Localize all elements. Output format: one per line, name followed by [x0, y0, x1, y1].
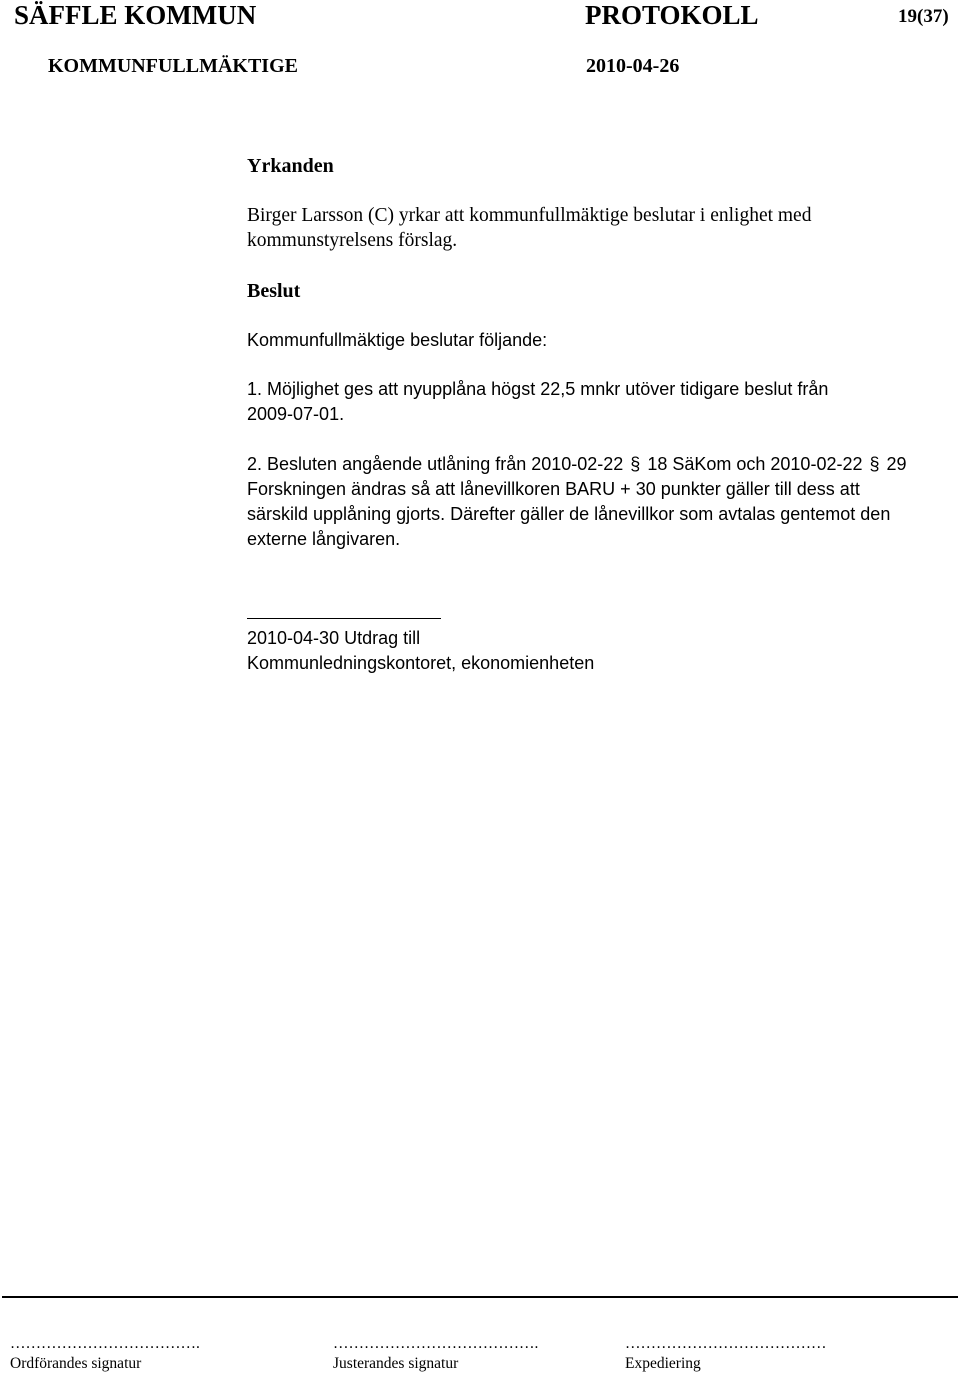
document-type: PROTOKOLL: [585, 0, 759, 30]
yrkanden-line: kommunstyrelsens förslag.: [247, 230, 458, 251]
meeting-date: 2010-04-26: [586, 55, 680, 77]
signature-label-adjuster: Justerandes signatur: [333, 1355, 459, 1372]
item2-text-a: 2. Besluten angående utlåning från 2010-02-22: [247, 454, 624, 474]
signature-line-chair: ……………………………….: [10, 1335, 200, 1352]
yrkanden-heading: Yrkanden: [247, 155, 334, 177]
beslut-item-line: särskild upplåning gjorts. Därefter gäller de lånevillkor som avtalas gentemot den: [247, 504, 891, 524]
governing-body: KOMMUNFULLMÄKTIGE: [48, 55, 298, 77]
signature-label-chair: Ordförandes signatur: [10, 1355, 142, 1372]
utdrag-line: 2010-04-30 Utdrag till: [247, 628, 421, 648]
signature-line-dispatch: …………………………………: [625, 1335, 827, 1352]
utdrag-divider: [247, 618, 441, 619]
footer-rule: [2, 1296, 958, 1298]
section-sign: §: [869, 454, 880, 474]
beslut-item-2: [247, 452, 959, 552]
signature-line-adjuster: ………………………………….: [333, 1335, 539, 1352]
section-sign: §: [630, 454, 641, 474]
beslut-item-line: Forskningen ändras så att lånevillkoren BARU + 30 punkter gäller till dess att: [247, 479, 860, 499]
organization-name: SÄFFLE KOMMUN: [14, 0, 257, 30]
signature-label-dispatch: Expediering: [625, 1355, 701, 1372]
utdrag-block: [247, 626, 959, 676]
beslut-item-line: [247, 452, 959, 477]
yrkanden-paragraph: [247, 203, 959, 253]
page-number: 19(37): [898, 6, 949, 27]
beslut-item-line: externe långivaren.: [247, 529, 401, 549]
beslut-heading: Beslut: [247, 280, 301, 302]
beslut-intro: Kommunfullmäktige beslutar följande:: [247, 330, 548, 350]
item2-text-b: 18 SäKom och 2010-02-22: [647, 454, 863, 474]
beslut-item-line: 1. Möjlighet ges att nyupplåna högst 22,5 mnkr utöver tidigare beslut från: [247, 379, 829, 399]
beslut-item-line: 2009-07-01.: [247, 404, 345, 424]
item2-text-c: 29: [886, 454, 907, 474]
utdrag-line: Kommunledningskontoret, ekonomienheten: [247, 653, 595, 673]
yrkanden-line: Birger Larsson (C) yrkar att kommunfullmäktige beslutar i enlighet med: [247, 205, 812, 226]
beslut-item-1: [247, 377, 959, 427]
